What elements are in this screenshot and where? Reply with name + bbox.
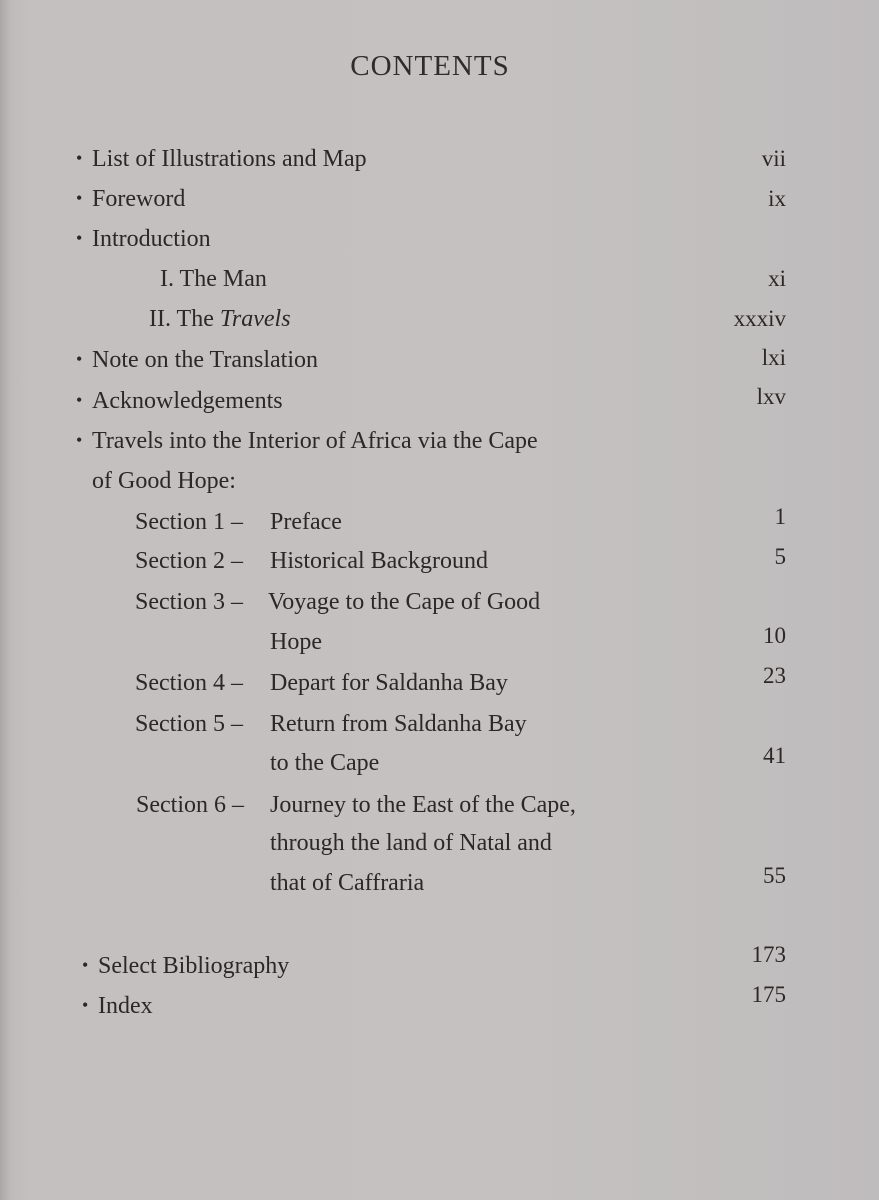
toc-section-4-label: Depart for Saldanha Bay (270, 670, 508, 696)
toc-section-1-label: Preface (270, 509, 342, 535)
toc-page-number: 55 (763, 863, 786, 888)
toc-entry-travels-heading (76, 428, 538, 455)
toc-page-number: 175 (751, 982, 786, 1007)
toc-label: Acknowledgements (92, 388, 283, 414)
toc-section-3-label-line1: Voyage to the Cape of Good (268, 589, 541, 615)
toc-section-6-label-line3: that of Caffraria (270, 870, 425, 896)
toc-entry-travels-heading-cont (92, 468, 236, 495)
toc-section-6-label-line1: Journey to the East of the Cape, (270, 792, 576, 818)
bullet-icon: • (82, 955, 89, 975)
bullet-icon: • (76, 430, 83, 450)
bullet-icon: • (82, 995, 89, 1015)
toc-label: Introduction (92, 226, 211, 252)
toc-page-number: 23 (763, 663, 786, 688)
bullet-icon: • (76, 188, 83, 208)
toc-page-number: ix (768, 186, 786, 211)
toc-section-2-number: Section 2 – (135, 548, 243, 574)
toc-section-6-label-line2: through the land of Natal and (270, 830, 552, 856)
bullet-icon: • (76, 228, 83, 248)
toc-entry-index (82, 993, 153, 1020)
toc-label: List of Illustrations and Map (92, 146, 367, 172)
toc-section-1-number: Section 1 – (135, 509, 243, 535)
toc-page-number: xi (768, 266, 786, 291)
toc-section-6-number: Section 6 – (136, 792, 244, 818)
toc-page-number: 173 (751, 942, 786, 967)
bullet-icon: • (76, 349, 83, 369)
toc-label: Select Bibliography (98, 953, 290, 979)
toc-section-5-label-line2: to the Cape (270, 750, 380, 776)
toc-page-number: 1 (774, 504, 786, 529)
page-title: CONTENTS (350, 50, 510, 82)
toc-entry-bibliography (82, 953, 289, 980)
toc-entry-the-travels (149, 306, 291, 333)
toc-entry-the-man (160, 266, 267, 293)
toc-entry-translation-note (76, 347, 318, 374)
toc-label: I. The Man (160, 266, 267, 292)
toc-label-line2: of Good Hope: (92, 468, 236, 494)
toc-page-number: lxi (761, 345, 786, 370)
toc-section-3-label-line2: Hope (270, 629, 322, 655)
toc-section-2-label: Historical Background (270, 548, 488, 574)
toc-page-number: 5 (774, 544, 786, 569)
toc-entry-introduction (76, 226, 211, 253)
toc-entry-acknowledgements (76, 388, 283, 415)
toc-section-3-number: Section 3 – (135, 589, 243, 615)
toc-label: Index (98, 993, 153, 1019)
bullet-icon: • (76, 148, 83, 168)
toc-label-italic: Travels (219, 306, 291, 332)
toc-section-4-number: Section 4 – (135, 670, 243, 696)
toc-entry-foreword (76, 186, 185, 213)
bullet-icon: • (76, 390, 83, 410)
toc-page-number: xxxiv (733, 306, 786, 331)
toc-label: Foreword (92, 186, 186, 212)
toc-entry-illustrations (76, 146, 367, 173)
toc-page-number: 41 (763, 743, 786, 768)
toc-label: Note on the Translation (92, 347, 318, 373)
toc-section-5-label-line1: Return from Saldanha Bay (270, 711, 527, 737)
toc-label-line1: Travels into the Interior of Africa via the Cape (92, 428, 538, 454)
toc-page-number: 10 (763, 623, 786, 648)
toc-label-prefix: II. The (149, 306, 220, 332)
toc-section-5-number: Section 5 – (135, 711, 243, 737)
toc-page-number: lxv (756, 384, 786, 409)
toc-page-number: vii (761, 146, 786, 171)
